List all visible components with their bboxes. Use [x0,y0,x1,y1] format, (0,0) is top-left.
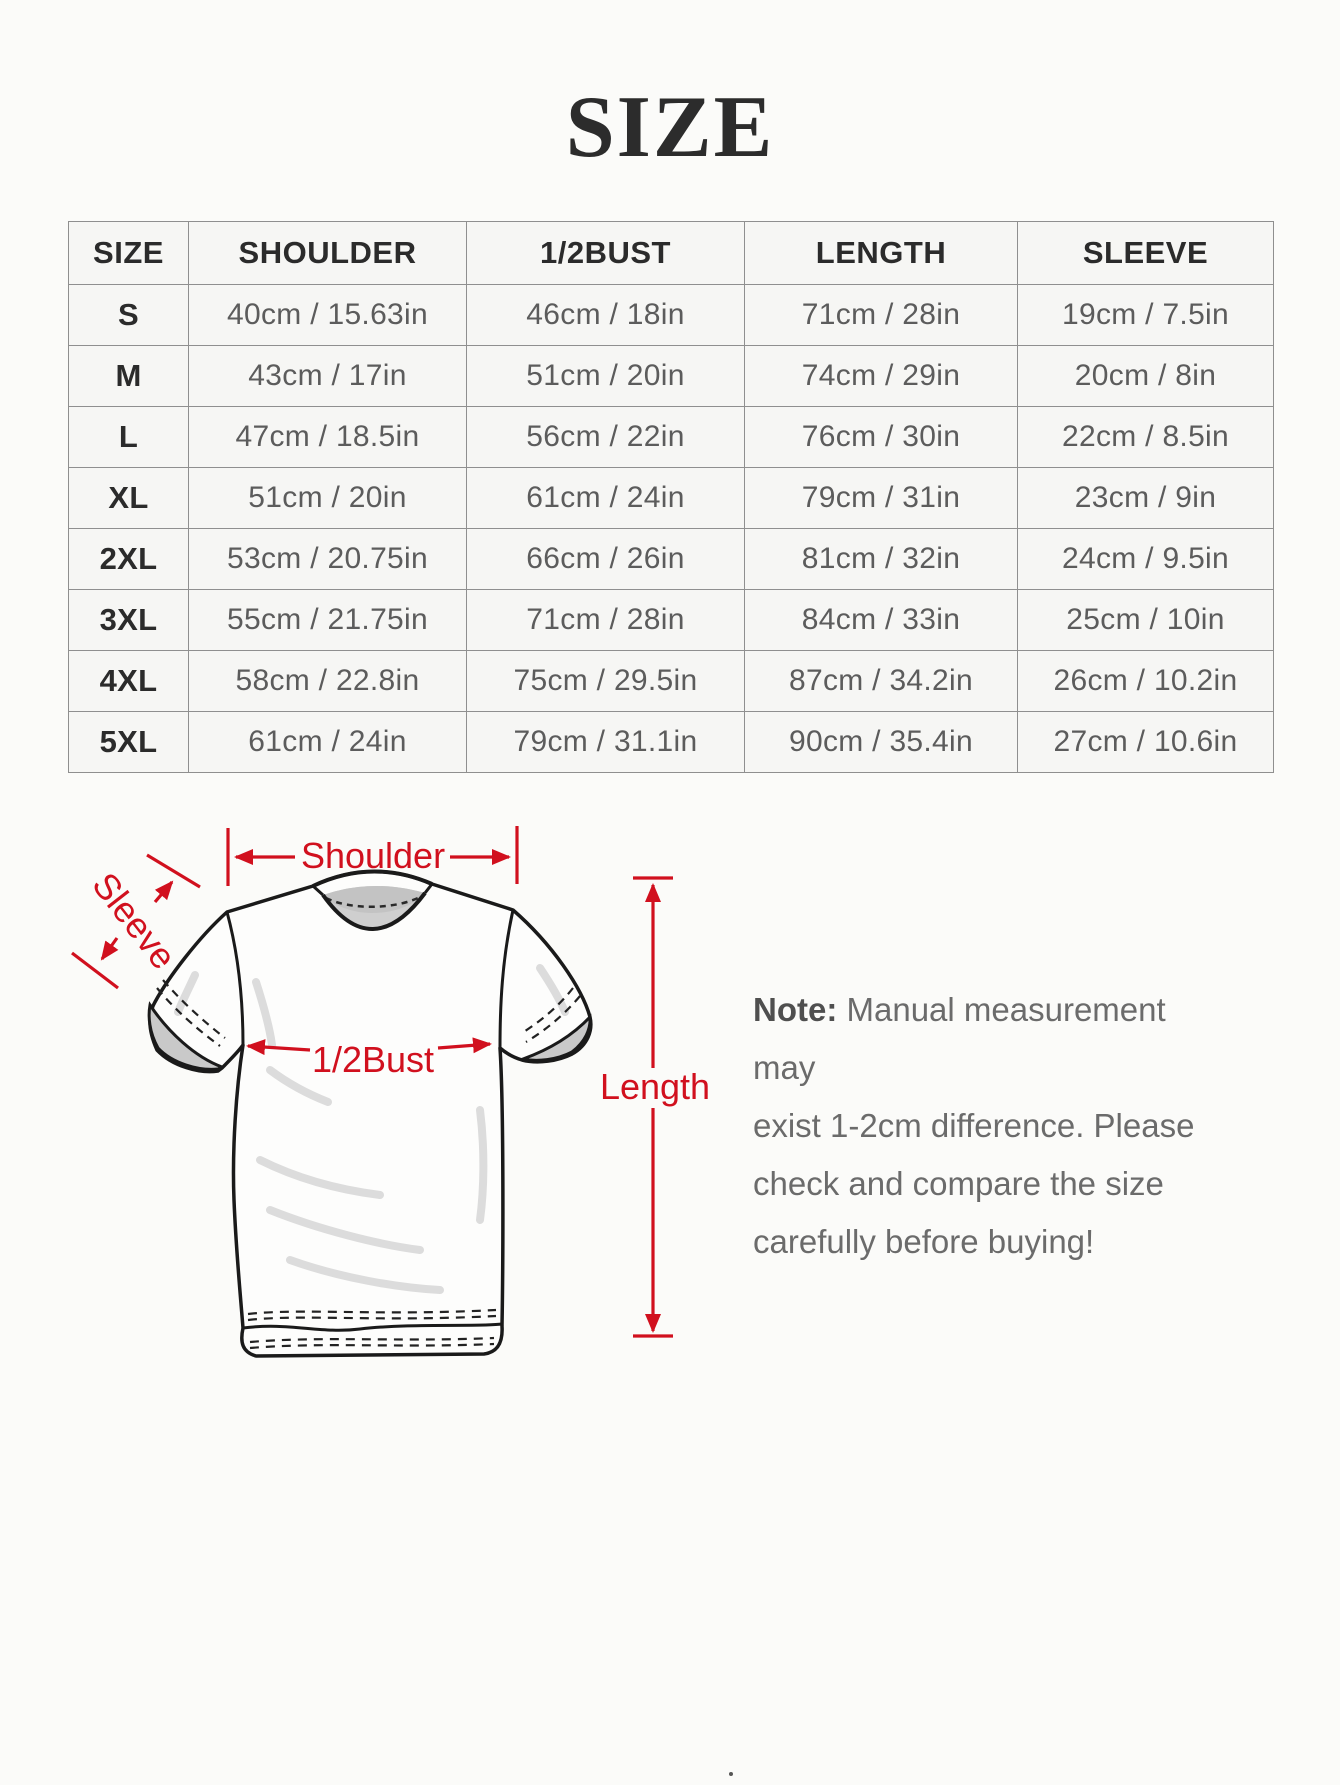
note-line: check and compare the size [753,1165,1164,1202]
bust-cell: 61cm / 24in [467,468,745,529]
sleeve-cell: 25cm / 10in [1018,590,1274,651]
shoulder-cell: 51cm / 20in [189,468,467,529]
column-header-bust: 1/2BUST [467,222,745,285]
artifact-dot [729,1772,733,1776]
table-row [69,346,1274,407]
sleeve-dimension-label: Sleeve [84,864,185,977]
size-cell: 2XL [69,529,189,590]
size-cell: M [69,346,189,407]
note-text: Manual measurement may [753,991,1166,1086]
shoulder-cell: 47cm / 18.5in [189,407,467,468]
bust-cell: 79cm / 31.1in [467,712,745,773]
length-cell: 74cm / 29in [745,346,1018,407]
size-cell: XL [69,468,189,529]
size-cell: 3XL [69,590,189,651]
table-row [69,468,1274,529]
shoulder-cell: 58cm / 22.8in [189,651,467,712]
length-cell: 90cm / 35.4in [745,712,1018,773]
note-prefix: Note: [753,991,838,1028]
table-row [69,285,1274,346]
bust-cell: 66cm / 26in [467,529,745,590]
length-dimension-line [633,878,673,1336]
table-row [69,590,1274,651]
bust-cell: 75cm / 29.5in [467,651,745,712]
length-dimension-label: Length [599,1066,711,1107]
measurement-note [753,981,1233,1271]
note-line: carefully before buying! [753,1223,1095,1260]
length-cell: 79cm / 31in [745,468,1018,529]
length-cell: 71cm / 28in [745,285,1018,346]
column-header-shoulder: SHOULDER [189,222,467,285]
bust-dimension-label: 1/2Bust [311,1039,435,1080]
sleeve-cell: 27cm / 10.6in [1018,712,1274,773]
shoulder-cell: 55cm / 21.75in [189,590,467,651]
tshirt-illustration [149,871,591,1356]
sleeve-cell: 26cm / 10.2in [1018,651,1274,712]
table-row [69,651,1274,712]
length-cell: 84cm / 33in [745,590,1018,651]
sleeve-cell: 24cm / 9.5in [1018,529,1274,590]
bust-cell: 51cm / 20in [467,346,745,407]
sleeve-cell: 19cm / 7.5in [1018,285,1274,346]
bust-cell: 56cm / 22in [467,407,745,468]
length-cell: 81cm / 32in [745,529,1018,590]
size-cell: 5XL [69,712,189,773]
bust-cell: 46cm / 18in [467,285,745,346]
shoulder-cell: 40cm / 15.63in [189,285,467,346]
note-line: exist 1-2cm difference. Please [753,1107,1195,1144]
sleeve-cell: 22cm / 8.5in [1018,407,1274,468]
shoulder-cell: 61cm / 24in [189,712,467,773]
size-cell: S [69,285,189,346]
column-header-sleeve: SLEEVE [1018,222,1274,285]
table-row [69,407,1274,468]
column-header-length: LENGTH [745,222,1018,285]
length-cell: 87cm / 34.2in [745,651,1018,712]
shoulder-dimension-label: Shoulder [300,835,446,876]
page-title: SIZE [565,79,775,176]
shoulder-cell: 43cm / 17in [189,346,467,407]
column-header-size: SIZE [69,222,189,285]
table-header-row [69,222,1274,285]
table-row [69,529,1274,590]
size-cell: 4XL [69,651,189,712]
size-cell: L [69,407,189,468]
shoulder-cell: 53cm / 20.75in [189,529,467,590]
size-table [68,221,1274,773]
note-line [753,981,1233,1097]
bust-cell: 71cm / 28in [467,590,745,651]
sleeve-cell: 20cm / 8in [1018,346,1274,407]
sleeve-cell: 23cm / 9in [1018,468,1274,529]
length-cell: 76cm / 30in [745,407,1018,468]
